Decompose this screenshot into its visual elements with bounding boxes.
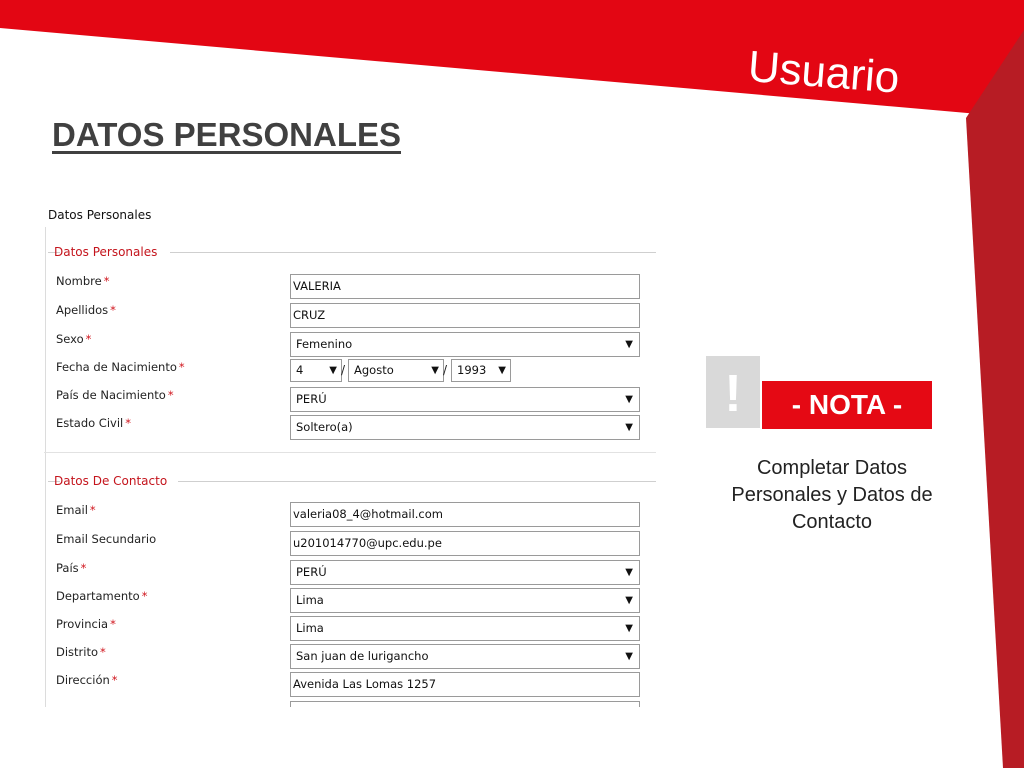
chevron-down-icon: ▼ [431,365,439,376]
provincia-select[interactable]: Lima ▼ [290,616,640,641]
email-field[interactable]: valeria08_4@hotmail.com [290,502,640,527]
email-label: Email * [56,503,96,517]
form-left-border [45,227,46,707]
chevron-down-icon: ▼ [625,651,633,662]
chevron-down-icon: ▼ [625,422,633,433]
pais-select[interactable]: PERÚ ▼ [290,560,640,585]
chevron-down-icon: ▼ [625,595,633,606]
fieldset-divider [44,452,656,453]
note-text: Completar Datos Personales y Datos de Contacto [731,457,933,533]
email-secundario-label: Email Secundario [56,532,157,546]
fecha-nacimiento-label: Fecha de Nacimiento * [56,360,185,374]
nombre-label: Nombre * [56,274,110,288]
apellidos-label: Apellidos * [56,303,116,317]
provincia-label: Provincia * [56,617,116,631]
distrito-label: Distrito * [56,645,106,659]
slide-title: Usuario [746,42,902,103]
chevron-down-icon: ▼ [329,365,337,376]
fieldset-line-right [170,252,656,253]
birth-year-select[interactable]: 1993 ▼ [451,359,511,382]
pais-nacimiento-select[interactable]: PERÚ ▼ [290,387,640,412]
personal-section-legend: Datos Personales [54,245,158,259]
fieldset-line-right [178,481,656,482]
chevron-down-icon: ▼ [625,623,633,634]
contact-section-legend: Datos De Contacto [54,474,168,488]
birth-day-select[interactable]: 4 ▼ [290,359,342,382]
dark-red-side-band [966,30,1024,768]
direccion-label: Dirección * [56,673,118,687]
chevron-down-icon: ▼ [625,339,633,350]
departamento-label: Departamento * [56,589,148,603]
estado-civil-select[interactable]: Soltero(a) ▼ [290,415,640,440]
section-heading: DATOS PERSONALES [52,116,401,153]
chevron-down-icon: ▼ [625,394,633,405]
apellidos-field[interactable]: CRUZ [290,303,640,328]
email-secundario-field[interactable]: u201014770@upc.edu.pe [290,531,640,556]
pais-label: País * [56,561,87,575]
pais-nacimiento-label: País de Nacimiento * [56,388,174,402]
sexo-label: Sexo * [56,332,92,346]
date-separator: / [341,363,346,377]
next-field-partial[interactable] [290,701,640,707]
departamento-select[interactable]: Lima ▼ [290,588,640,613]
sexo-select[interactable]: Femenino ▼ [290,332,640,357]
direccion-field[interactable]: Avenida Las Lomas 1257 [290,672,640,697]
exclamation-icon: ! [724,365,742,423]
date-separator: / [443,363,448,377]
form-screenshot [44,195,660,707]
form-header: Datos Personales [48,208,152,222]
chevron-down-icon: ▼ [625,567,633,578]
note-label: - NOTA - [762,381,932,429]
chevron-down-icon: ▼ [498,365,506,376]
estado-civil-label: Estado Civil * [56,416,131,430]
birth-month-select[interactable]: Agosto ▼ [348,359,444,382]
nombre-field[interactable]: VALERIA [290,274,640,299]
distrito-select[interactable]: San juan de lurigancho ▼ [290,644,640,669]
